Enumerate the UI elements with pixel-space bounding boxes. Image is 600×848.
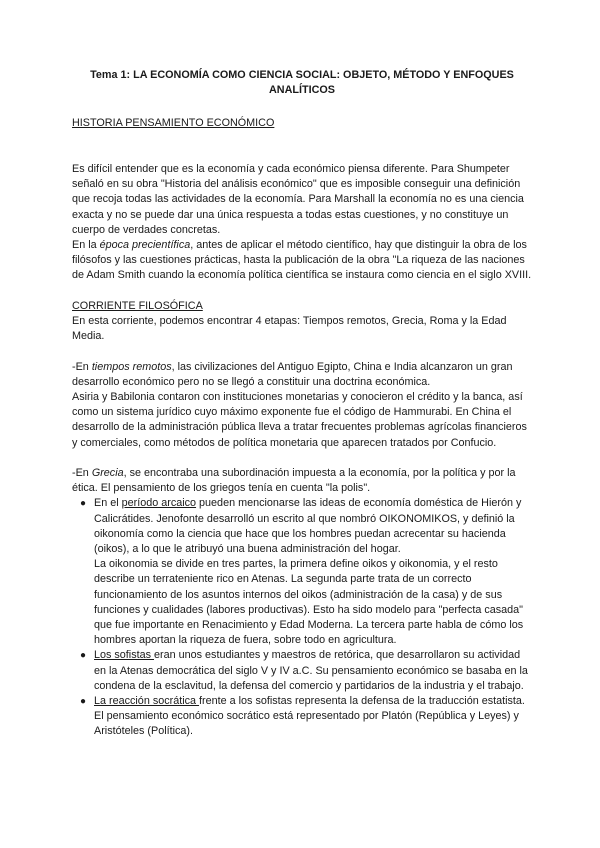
document-page (72, 68, 532, 740)
section-heading-corriente: CORRIENTE FILOSÓFICA (72, 299, 203, 312)
list-item: ● La reacción socrática frente a los sofistas representa la defensa de la traducción estatista. El pensamiento económico socrático está representado por Platón (República y Leyes) y Aristóteles (Política). (80, 695, 525, 738)
paragraph-epoca-precientifica: En la época precientífica, antes de aplicar el método científico, hay que distinguir la obra de los filósofos y las cuestiones prácticas, hasta la publicación de la obra "La riqueza de las naciones de Adam Smith cuando la economía política científica se instaura como ciencia en el siglo XVIII. (72, 239, 532, 282)
list-item: ● Los sofistas eran unos estudiantes y maestros de retórica, que desarrollaron su actividad en la Atenas democrática del siglo V y IV a.C. Su pensamiento económico se basaba en la condena de la esclavitud, la defensa del comercio y partidarios de la industria y el trabajo. (80, 649, 528, 692)
section-heading-historia: HISTORIA PENSAMIENTO ECONÓMICO (72, 117, 275, 130)
bullet-icon: ● (80, 696, 87, 708)
document-title (72, 68, 532, 98)
paragraph-asiria: Asiria y Babilonia contaron con instituciones monetarias y conocieron el crédito y la banca, así como un sistema jurídico cuyo máximo exponente fue el código de Hammurabi. En China el desarrollo de la administración pública lleva a tratar frecuentes problemas agrícolas financieros y comerciales, como métodos de política monetaria que aparecen tratados por Confucio. (72, 391, 527, 449)
paragraph-grecia: -En Grecia, se encontraba una subordinación impuesta a la economía, por la política y por la ética. El pensamiento de los griegos tenía en cuenta "la polis". (72, 467, 516, 495)
paragraph-tiempos-remotos: -En tiempos remotos, las civilizaciones del Antiguo Egipto, China e India alcanzaron un gran desarrollo económico pero no se llegó a constituir una doctrina económica. (72, 360, 513, 388)
paragraph-shumpeter: Es difícil entender que es la economía y cada económico piensa diferente. Para Shumpeter señaló en su obra "Historia del análisis económico" que es imposible conseguir una definición que recoja todas las actividades de la economía. Para Marshall la economía no es una ciencia exacta y no se puede dar una única respuesta a todas estas cuestiones, y no constituye un cuerpo de verdades concretas. (72, 162, 524, 236)
list-item: ● En el período arcaico pueden mencionarse las ideas de economía doméstica de Hierón y Calicrátides. Jenofonte desarrolló un escrito al que nombró OIKONOMIKOS, y definió la oikonomía como la ciencia que hace que los hombres puedan acrecentar su hacienda (oikos), a lo que le atribuyó una buena administración del hogar. La oikonomia se divide en tres partes, la primera define oikos y oikonomia, y el resto describe un terrateniente rico en Atenas. La segunda parte trata de un correcto funcionamiento de los asuntos internos del oikos (administración de la casa) y de sus funciones y cualidades (labores productivas). Esto ha sido modelo para "perfecta casada" que fue importante en Renacimiento y Edad Moderna. La tercera parte habla de cómo los hombres aportan la riqueza de fuera, sobre todo en agricultura. (80, 497, 524, 647)
paragraph-etapas: En esta corriente, podemos encontrar 4 etapas: Tiempos remotos, Grecia, Roma y la Edad Media. (72, 315, 507, 343)
title-line-1: Tema 1: LA ECONOMÍA COMO CIENCIA SOCIAL: OBJETO, MÉTODO Y ENFOQUES (90, 69, 514, 81)
title-line-2: ANALÍTICOS (269, 84, 335, 97)
grecia-bullet-list (72, 496, 532, 739)
bullet-icon: ● (80, 498, 87, 510)
bullet-icon: ● (80, 650, 87, 662)
